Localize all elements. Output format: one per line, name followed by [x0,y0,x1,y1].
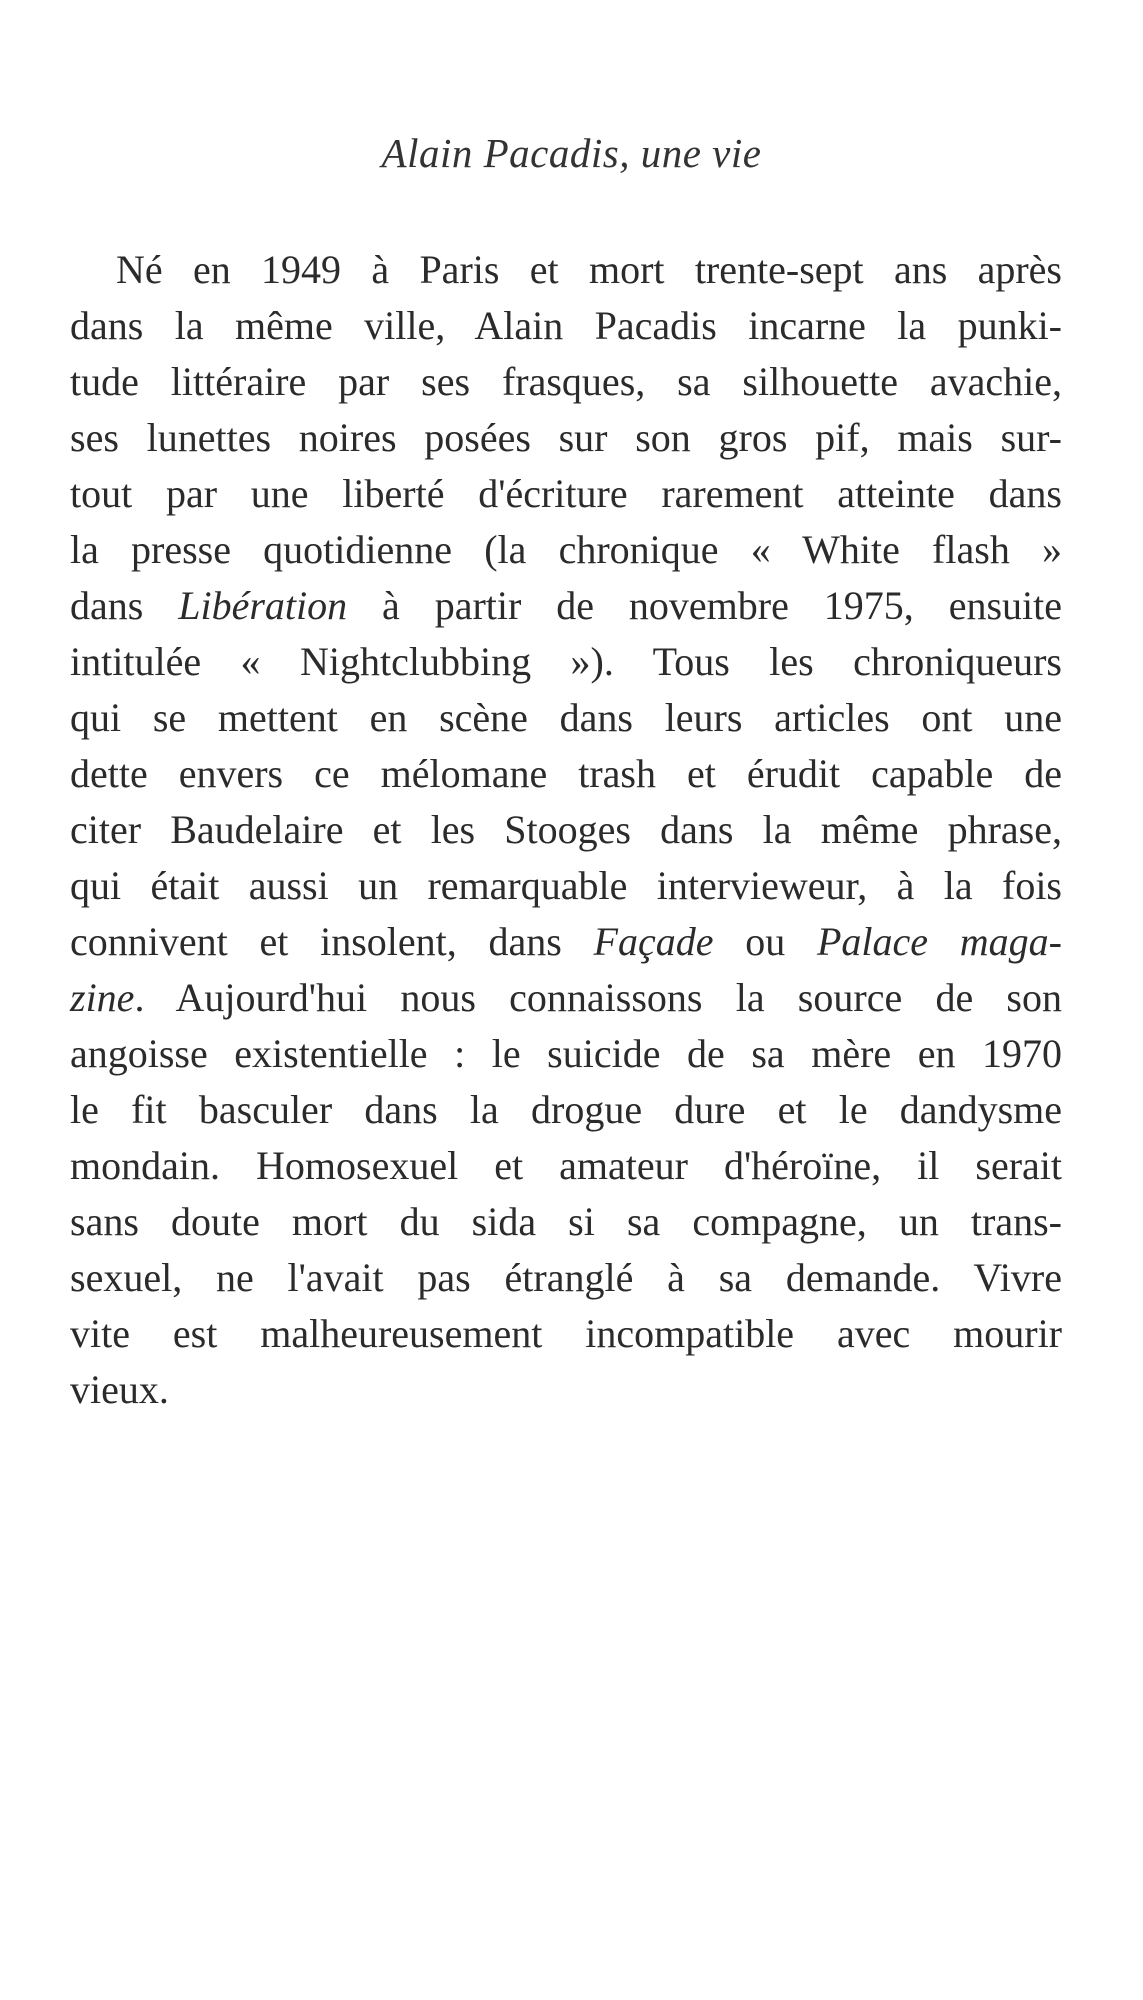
magazine-title: zine [70,975,135,1020]
text-line: vieux. [70,1367,169,1412]
text-line [70,914,1062,970]
text-segment: connivent et insolent, dans [70,919,594,964]
text-line: tude littéraire par ses frasques, sa silhouette avachie, [70,359,1062,404]
text-line: le fit basculer dans la drogue dure et le dandysme [70,1087,1062,1132]
text-line: dette envers ce mélomane trash et érudit capable de [70,751,1062,796]
magazine-title: Palace maga- [816,919,1062,964]
text-line: dans la même ville, Alain Pacadis incarne la punki- [70,303,1062,348]
text-line: qui se mettent en scène dans leurs articles ont une [70,695,1062,740]
magazine-title: Façade [593,919,714,964]
text-segment: . Aujourd'hui nous connaissons la source de son [134,975,1062,1020]
running-title: Alain Pacadis, une vie [381,130,762,176]
text-line: intitulée « Nightclubbing »). Tous les chroniqueurs [70,639,1062,684]
text-line: citer Baudelaire et les Stooges dans la même phrase, [70,807,1062,852]
newspaper-title: Libération [178,583,348,628]
text-line [70,970,1062,1026]
text-line: tout par une liberté d'écriture rarement atteinte dans [70,471,1062,516]
text-segment: à partir de novembre 1975, ensuite [347,583,1062,628]
text-line: mondain. Homosexuel et amateur d'héroïne, il serait [70,1143,1062,1188]
text-line: sexuel, ne l'avait pas étranglé à sa demande. Vivre [70,1255,1062,1300]
body-paragraph [70,242,1062,1418]
text-line: sans doute mort du sida si sa compagne, un trans- [70,1199,1062,1244]
text-line: qui était aussi un remarquable intervieweur, à la fois [70,863,1062,908]
text-line: Né en 1949 à Paris et mort trente-sept ans après [116,247,1062,292]
text-line: ses lunettes noires posées sur son gros pif, mais sur- [70,415,1062,460]
text-line [70,578,1062,634]
text-line: vite est malheureusement incompatible avec mourir [70,1311,1062,1356]
text-line: angoisse existentielle : le suicide de sa mère en 1970 [70,1031,1062,1076]
text-segment: dans [70,583,179,628]
text-segment: ou [713,919,817,964]
text-line: la presse quotidienne (la chronique « White flash » [70,527,1062,572]
